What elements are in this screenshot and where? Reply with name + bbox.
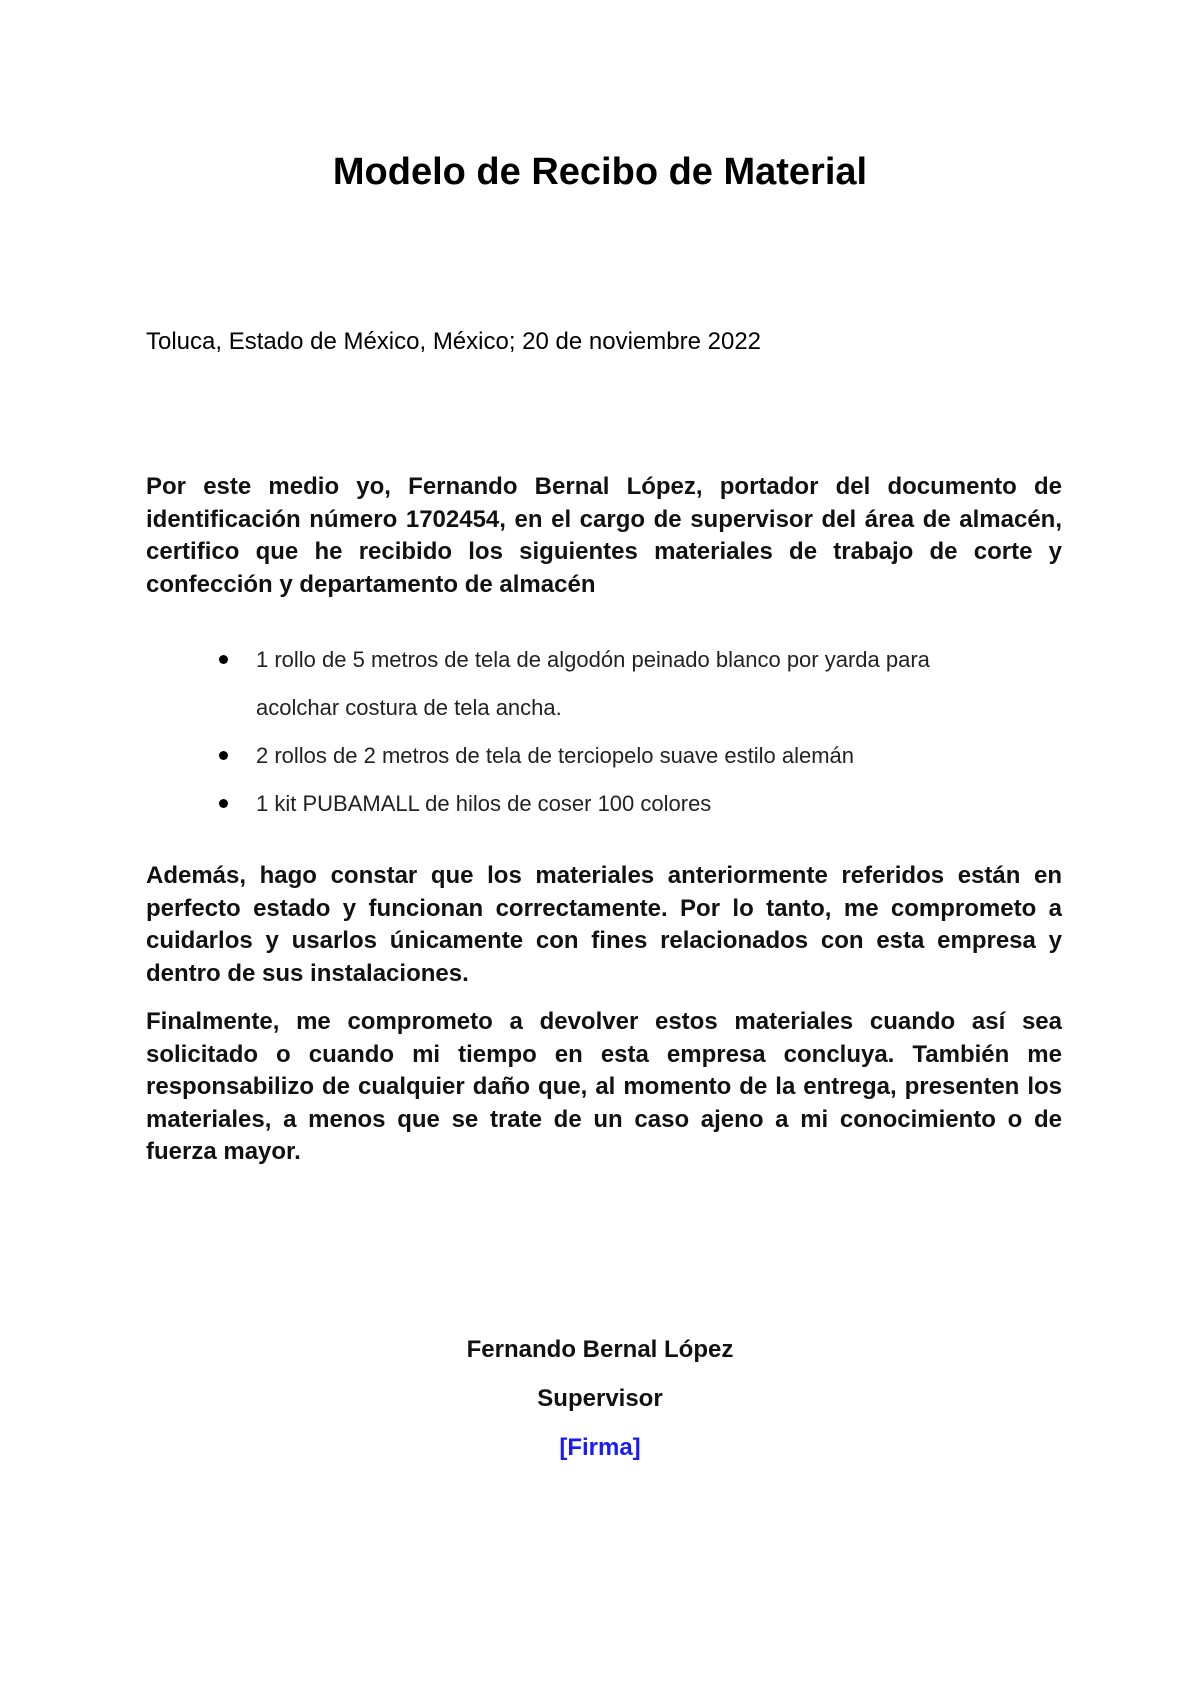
material-item-text: 2 rollos de 2 metros de tela de terciopelo suave estilo alemán xyxy=(256,743,855,768)
list-item xyxy=(210,636,1010,732)
signer-role: Supervisor xyxy=(537,1385,663,1412)
document-title: Modelo de Recibo de Material xyxy=(332,151,868,193)
bullet-icon xyxy=(219,655,228,664)
list-item xyxy=(210,780,1010,828)
materials-list xyxy=(210,636,1010,828)
responsibility-paragraph: Finalmente, me comprometo a devolver estos materiales cuando así sea solicitado o cuando mi tiempo en esta empresa concluya. También me responsabilizo de cualquier daño que, al momento de la entrega, presenten los materiales, a menos que se trate de un caso ajeno a mi conocimiento o de fuerza mayor. xyxy=(146,1008,1062,1165)
material-item-text: 1 kit PUBAMALL de hilos de coser 100 colores xyxy=(256,791,712,816)
material-item-text: 1 rollo de 5 metros de tela de algodón peinado blanco por yarda para acolchar costura de tela ancha. xyxy=(256,647,930,720)
declaration-paragraph: Por este medio yo, Fernando Bernal López, portador del documento de identificación número 1702454, en el cargo de supervisor del área de almacén, certifico que he recibido los siguientes materiales de trabajo de corte y confección y departamento de almacén xyxy=(146,473,1062,598)
bullet-icon xyxy=(219,799,228,808)
condition-paragraph: Además, hago constar que los materiales anteriormente referidos están en perfecto estado y funcionan correctamente. Por lo tanto, me comprometo a cuidarlos y usarlos únicamente con fines relacionados con esta empresa y dentro de sus instalaciones. xyxy=(146,862,1062,987)
signer-name: Fernando Bernal López xyxy=(466,1336,734,1363)
bullet-icon xyxy=(219,751,228,760)
list-item xyxy=(210,732,1010,780)
signature-placeholder[interactable]: [Firma] xyxy=(559,1434,641,1461)
place-date-line: Toluca, Estado de México, México; 20 de noviembre 2022 xyxy=(146,328,762,355)
